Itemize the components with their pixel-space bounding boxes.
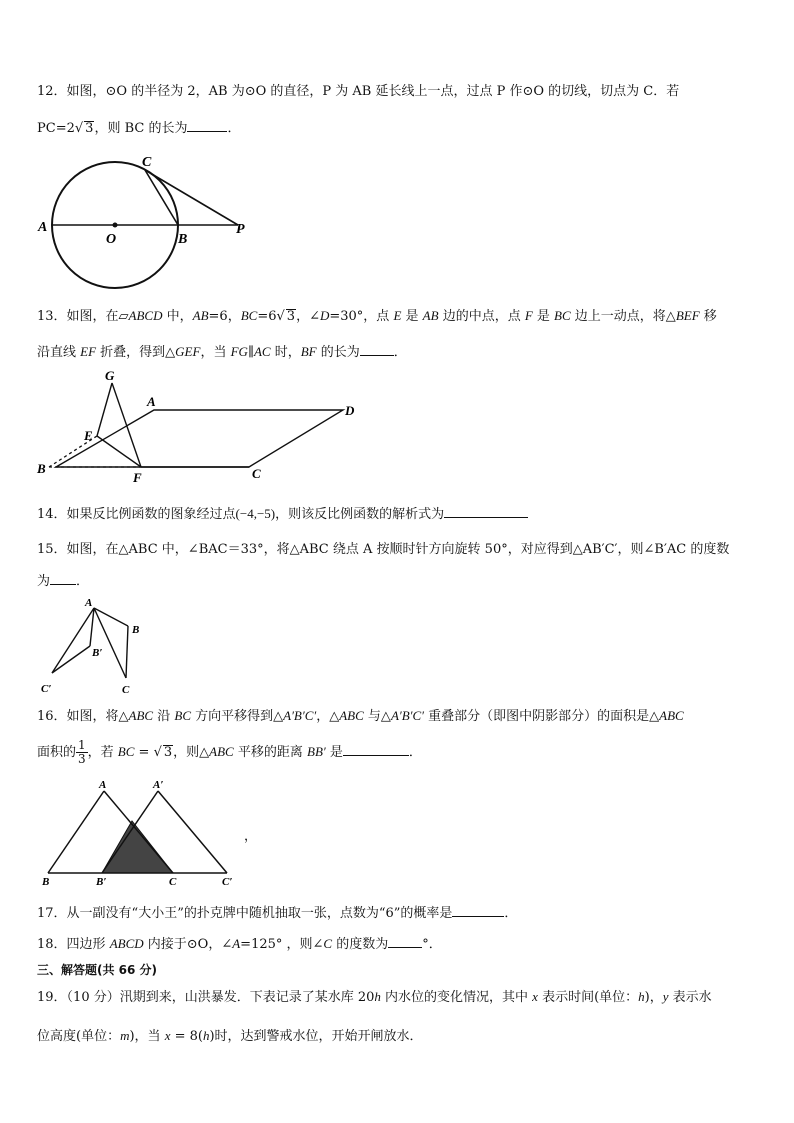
line-apcp [158,791,227,873]
q17-end: ． [504,906,518,921]
q13-t6: =30°，点 [329,309,394,324]
q13-gef: GEF [175,344,201,359]
q16-radicand: 3 [163,745,173,760]
q18-t1: 18．四边形 [37,937,110,952]
q19-y: y [662,989,669,1004]
answer-blank-17[interactable] [452,904,504,917]
label-c: C [169,876,177,888]
label-o: O [106,232,117,247]
label-f: F [133,470,142,485]
label-a: A [147,394,156,409]
q15-rotation-figure [36,596,166,696]
q13-bef: BEF [675,308,700,323]
answer-blank-15[interactable] [50,572,76,585]
q18-t3: =125° ，则∠ [240,937,324,952]
q16-abc3: ABC [659,708,684,723]
q16-t1: 16．如图，将△ [37,709,129,724]
label-cp: C′ [41,683,52,695]
label-a: A [85,597,93,609]
q13-e: E [393,308,402,323]
label-ap: A′ [153,779,164,791]
answer-blank-12[interactable] [187,119,227,132]
q12-circle-figure [36,150,266,290]
line-ab [94,608,128,626]
q16-apbpcp: A′B′C′ [283,708,317,723]
q13-t5: ，∠ [296,309,320,324]
answer-blank-14[interactable] [444,505,528,518]
parallelogram [56,410,343,467]
q13-t10: 边上一动点，将△ [570,309,676,324]
q16-bbp: BB′ [307,744,326,759]
label-c: C [122,684,130,696]
sqrt-sign: √ [74,121,84,136]
q16-bc: BC [174,708,191,723]
q19-t9: )时，达到警戒水位，开始开闸放水． [209,1029,423,1044]
q13-radicand: 3 [286,309,296,324]
section-heading: 三、解答题(共 66 分) [37,963,158,977]
q16-end: ． [408,745,422,760]
sqrt-sign: √ [276,309,285,324]
q13-t13: 折叠，得到△ [96,345,176,360]
shaded-overlap [102,821,173,873]
q15-line2 [37,572,89,591]
q13-line2 [37,343,407,362]
line-acp [52,608,94,673]
q16-t9: = [134,745,154,760]
q13-ef: EF [80,344,97,359]
q13-bc2: BC [554,308,571,323]
label-c: C [142,155,152,170]
q16-t10: ，则△ [173,745,210,760]
q19-t3: 表示时间(单位： [537,990,639,1005]
q19-h1: h [374,989,381,1004]
q14-text2: ，则该反比例函数的解析式为 [275,507,445,522]
q16-t8: ，若 [87,745,118,760]
label-d: D [345,403,355,418]
q19-t6: 位高度(单位： [37,1029,121,1044]
line-gf [112,383,141,467]
q13-fg: FG [230,344,248,359]
q16-line1 [37,707,684,726]
q19-x: x [532,989,538,1004]
q18-t2: 内接于⊙O，∠ [143,937,233,952]
label-g: G [105,368,115,383]
q12-bc-text: ，则 BC 的长为 [94,121,188,136]
q13-f: F [524,308,533,323]
q14-point: (−4,−5) [235,506,276,521]
q13-t16: 时， [270,345,301,360]
q13-ab2: AB [422,308,439,323]
q14-text: 14．如果反比例函数的图象经过点 [37,507,236,522]
q13-ac: AC [253,344,271,359]
q13-t8: 边的中点，点 [438,309,525,324]
q13-t17: 的长为 [316,345,360,360]
q16-abc: ABC [128,708,154,723]
q13-t4: =6 [257,309,277,324]
q19-t7: )，当 [129,1029,165,1044]
q19-x2: x [164,1028,171,1043]
label-p: P [236,222,245,237]
q13-ab: AB [192,308,209,323]
line-ef [97,436,141,467]
center-dot [113,223,118,228]
q16-comma: ， [244,829,258,844]
line-ge [97,383,112,436]
q19-t4: )， [644,990,663,1005]
q16-t12: 是 [325,745,343,760]
q16-t3: 方向平移得到△ [191,709,284,724]
label-a: A [38,220,48,235]
q13-t9: 是 [532,309,555,324]
q18-end: °． [422,937,442,952]
frac-numerator: 1 [78,738,86,752]
q13-t3: =6， [208,309,241,324]
q13-line1 [37,307,717,326]
q19-t5: 表示水 [668,990,712,1005]
q13-parallelogram-figure [36,368,366,488]
q13-t12: 沿直线 [37,345,81,360]
q19-line2 [37,1027,423,1046]
q18-abcd: ABCD [109,936,144,951]
frac-denominator: 3 [78,752,86,766]
q13-t11: 移 [699,309,717,324]
q13-bf: BF [300,344,317,359]
q12-end: ． [227,121,241,136]
q16-abc2: ABC [339,708,364,723]
q13-t2: 中， [162,309,193,324]
q14-line [37,505,528,524]
fraction-one-third [76,739,88,766]
q12-line2 [37,119,240,138]
q18-line [37,935,442,954]
q15-end: ． [76,574,90,589]
q18-t4: 的度数为 [332,937,389,952]
q16-line2 [37,737,422,768]
q18-c: C [323,936,333,951]
line-bpcp [52,646,90,673]
q13-bc: BC [240,308,258,323]
q19-line1 [37,988,712,1007]
label-e: E [84,428,93,443]
q13-abcd: ABCD [128,308,163,323]
q16-bc2: BC [117,744,135,759]
line-cp [145,170,238,225]
line-ab [48,791,104,873]
label-bp: B′ [92,647,103,659]
q16-t11: 平移的距离 [233,745,307,760]
label-cp: C′ [222,876,233,888]
answer-blank-16[interactable] [343,743,409,756]
label-b: B [132,624,140,636]
q16-apbpcp2: A′B′C′ [390,708,425,723]
q13-t7: 是 [401,309,423,324]
line-cb [145,170,178,225]
answer-blank-18[interactable] [388,935,422,948]
q16-t5: 与△ [363,709,391,724]
q16-t2: 沿 [153,709,175,724]
q19-t2: 内水位的变化情况，其中 [380,990,533,1005]
label-b: B [42,876,50,888]
q13-end: ． [393,345,407,360]
q19-m: m [120,1028,130,1043]
q12-radicand: 3 [85,121,94,136]
q17-line [37,904,517,923]
q13-t1: 13．如图，在▱ [37,309,129,324]
q16-t6: 重叠部分（即图中阴影部分）的面积是△ [424,709,660,724]
label-a: A [99,779,107,791]
q16-t4: ，△ [316,709,340,724]
label-c: C [252,466,261,481]
line-ac [94,608,126,678]
q13-t14: ，当 [200,345,231,360]
q16-translation-figure [36,778,276,888]
label-b: B [178,232,188,247]
q13-d: D [319,308,330,323]
label-bp: B′ [96,876,107,888]
q19-h2: h [638,989,645,1004]
q16-abc4: ABC [209,744,234,759]
q12-pc-text: PC=2 [37,121,75,136]
q17-text: 17．从一副没有“大小王”的扑克牌中随机抽取一张，点数为“6”的概率是 [37,906,453,921]
q16-t7: 面积的 [37,745,77,760]
line-bc [126,626,128,678]
q19-t8: = 8( [170,1029,203,1044]
q19-t1: 19．（10 分）汛期到来，山洪暴发．下表记录了某水库 20 [37,990,375,1005]
label-b: B [37,461,46,476]
sqrt-sign: √ [153,745,162,760]
q19-h3: h [202,1028,210,1043]
q13-t15: ∥ [247,345,254,360]
answer-blank-13[interactable] [360,343,394,356]
q15-line1: 15．如图，在△ABC 中，∠BAC＝33°，将△ABC 绕点 A 按顺时针方向旋转 50°，对应得到△AB′C′，则∠B′AC 的度数 [37,542,730,557]
q18-a: A [232,936,241,951]
q12-line1: 12．如图，⊙O 的半径为 2，AB 为⊙O 的直径，P 为 AB 延长线上一点，过点 P 作⊙O 的切线，切点为 C．若 [37,84,680,99]
q15-t1: 为 [37,574,51,589]
